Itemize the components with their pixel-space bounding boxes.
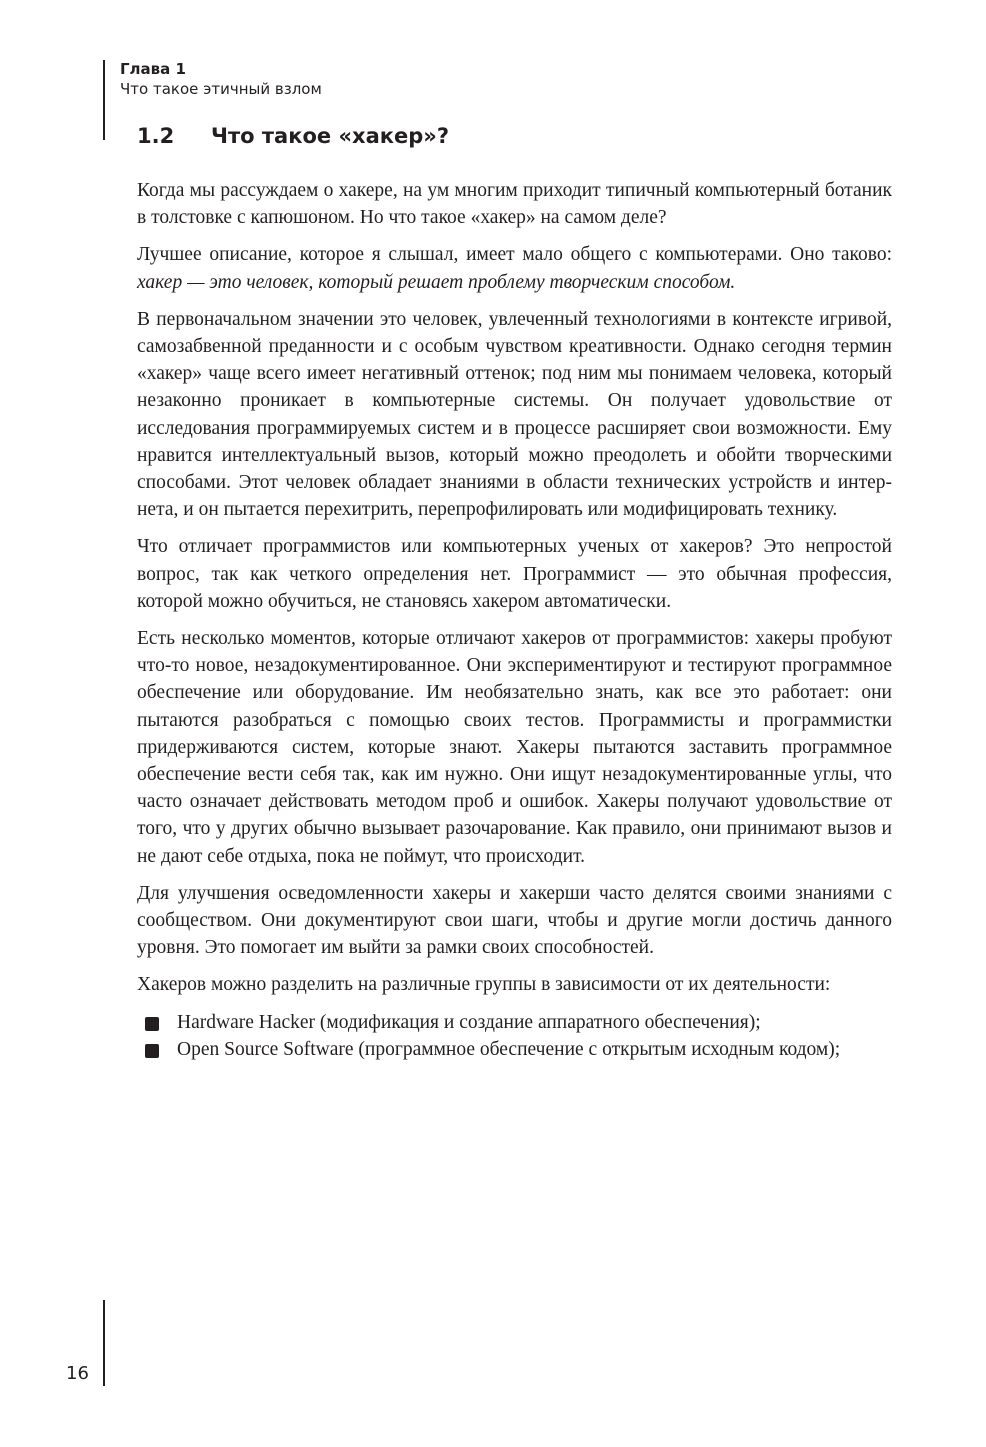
chapter-title: Что такое этичный взлом: [120, 80, 322, 98]
paragraph-3: В первоначальном значении это человек, увлеченный технологиями в контексте игривой, самозабвенной преданности и с особым чувством креативности. Однако сегодня термин «хакер» чаще всего имеет негативный оттенок; под ним мы понимаем человека, который незаконно проникает в компьютерные системы. Он получает удовольствие от исследования программируемых систем и в процессе расширяет свои возможности. Ему нравится интеллектуальный вызов, который можно преодолеть и обойти творческими способами. Этот человек обладает знаниями в области технических устройств и интернета, и он пытается перехитрить, перепрофилировать или модифицировать технику.: [137, 308, 892, 521]
page-number: 16: [66, 1363, 89, 1384]
paragraph-4: Что отличает программистов или компьютерных ученых от хакеров? Это непростой вопрос, так как четкого определения нет. Программист — это обычная профессия, которой можно обучиться, не становясь хакером автоматически.: [137, 536, 892, 612]
square-bullet-icon: [145, 1044, 159, 1058]
paragraph-6: Для улучшения осведомленности хакеры и хакерши часто делятся своими знаниями с сообществом. Они документируют свои шаги, чтобы и другие могли достичь данного уровня. Это помогает им выйти за рамки своих способностей.: [137, 882, 892, 959]
footer-vertical-rule: [103, 1300, 105, 1386]
section-title: Что такое «хакер»?: [211, 124, 450, 148]
paragraph-1: Когда мы рассуждаем о хакере, на ум многим приходит типичный компьютерный ботаник в толстовке с капюшоном. Но что такое «хакер» на самом деле?: [137, 180, 892, 229]
square-bullet-icon: [145, 1017, 159, 1031]
hacker-definition: хакер — это человек, который решает проблему творческим способом.: [137, 271, 736, 293]
list-item-text: Open Source Software (программное обеспечение с открытым исходным кодом);: [177, 1038, 841, 1060]
chapter-label: Глава 1: [120, 60, 186, 78]
paragraph-7: Хакеров можно разделить на различные группы в зависимости от их деятельности:: [137, 974, 831, 996]
paragraph-2-lead: Лучшее описание, которое я слышал, имеет мало общего с компьютерами. Оно таково:: [137, 244, 892, 266]
body-text: [137, 177, 892, 1063]
list-item: [137, 1009, 892, 1036]
paragraph-2: [137, 241, 892, 295]
hacker-groups-list: [137, 1009, 892, 1063]
paragraph-5: Есть несколько моментов, которые отличают хакеров от программистов: хакеры пробуют что-то новое, незадокументированное. Они экспериментируют и тестируют программное обеспечение или оборудование. Им необязательно знать, как все это работает: они пытаются разобраться с помощью своих тестов. Программисты и программистки придерживаются систем, которые знают. Хакеры пытаются заставить программное обеспечение вести себя так, как им нужно. Они ищут незадокументированные углы, что часто означает действовать методом проб и ошибок. Хакеры получают удовольствие от того, что у других обычно вызывает разочарование. Как правило, они принимают вызов и не дают себе отдыха, пока не поймут, что происходит.: [137, 628, 892, 867]
section-number: 1.2: [137, 124, 175, 148]
list-item-text: Hardware Hacker (модификация и создание аппаратного обеспечения);: [177, 1011, 761, 1033]
header-vertical-rule: [103, 60, 105, 140]
list-item: [137, 1036, 892, 1063]
